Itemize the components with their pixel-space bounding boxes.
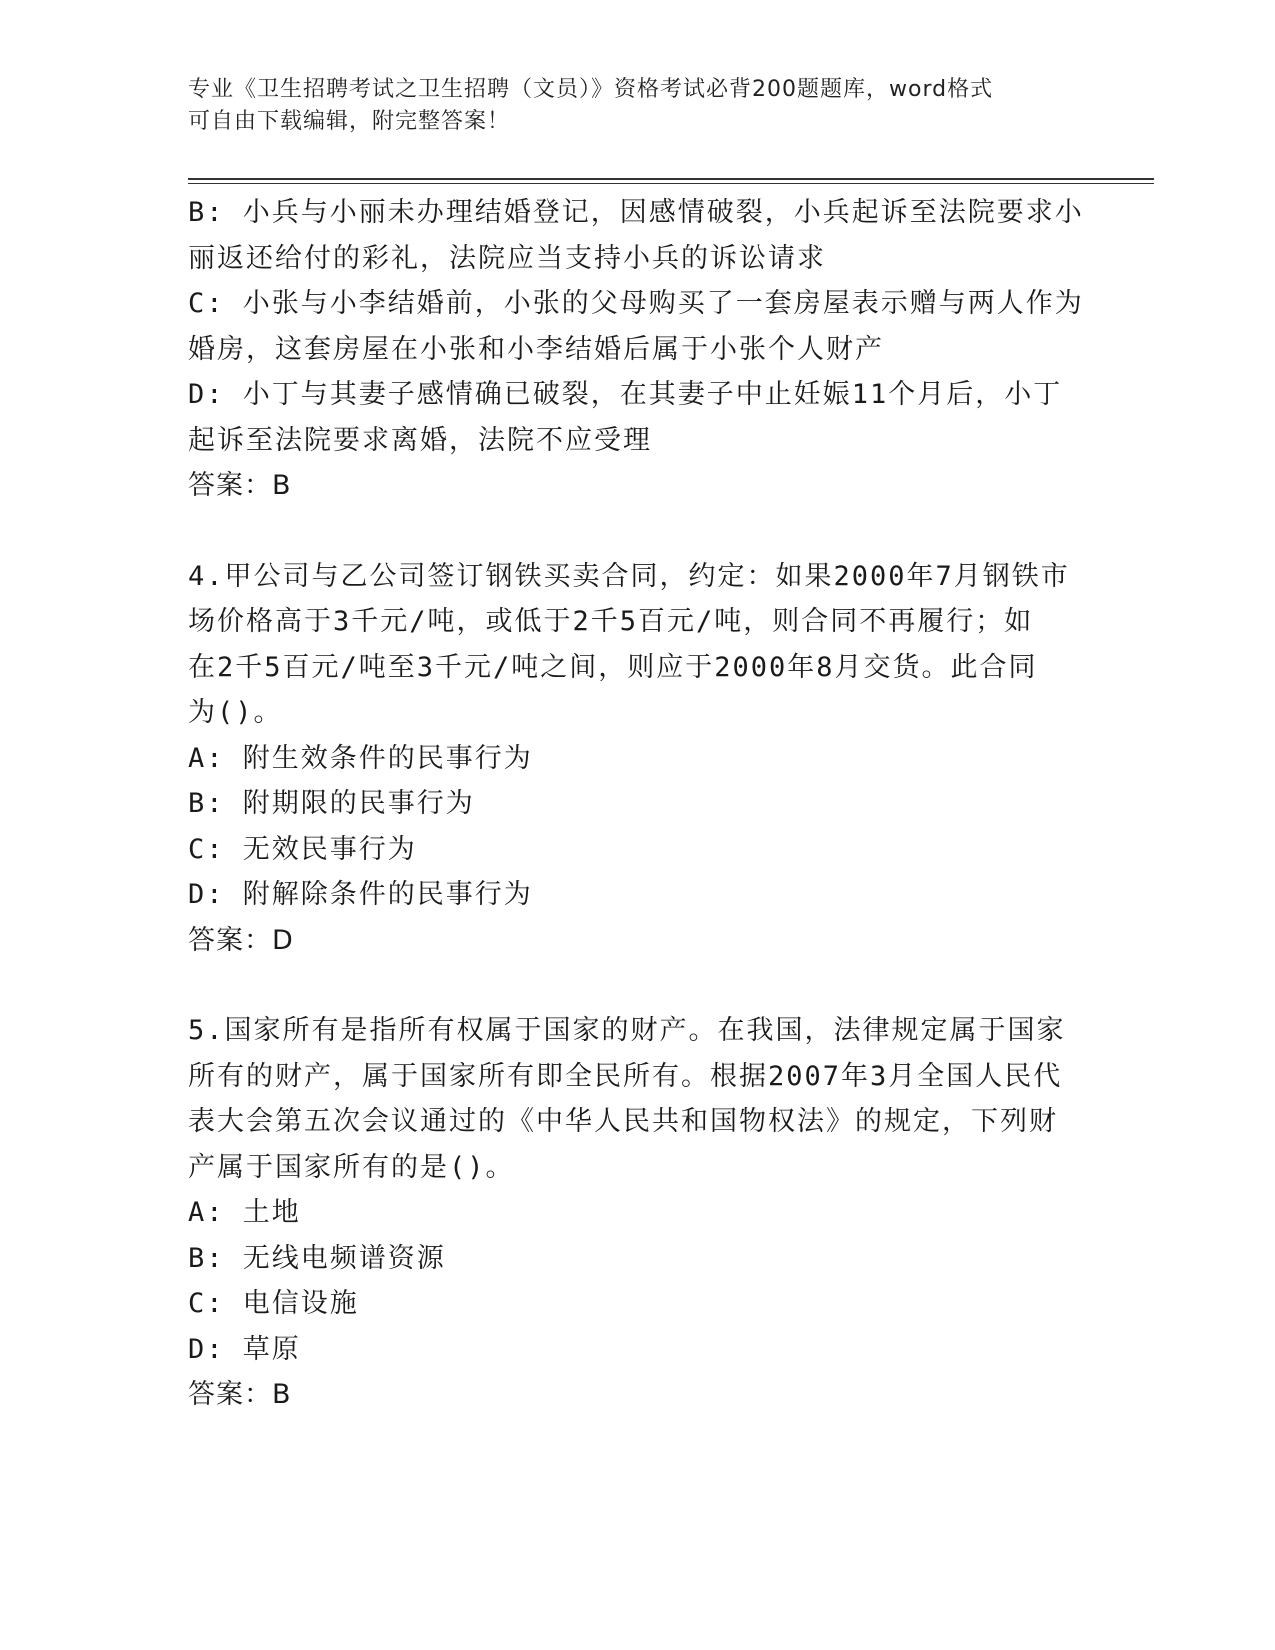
question-stem-line-1: 4.甲公司与乙公司签订钢铁买卖合同，约定：如果2000年7月钢铁市 [188, 560, 1070, 592]
option-c: C: 无效民事行为 [188, 833, 417, 865]
option-b-line-2: 丽返还给付的彩礼，法院应当支持小兵的诉讼请求 [188, 242, 826, 274]
question-content [188, 190, 1088, 1418]
question-stem-line-2: 场价格高于3千元/吨，或低于2千5百元/吨，则合同不再履行；如 [188, 606, 1034, 637]
question-stem-line-2: 所有的财产，属于国家所有即全民所有。根据2007年3月全国人民代 [188, 1060, 1063, 1092]
spacer [188, 963, 1088, 1008]
question-3-tail [188, 190, 1088, 509]
question-stem-line-4: 为()。 [188, 697, 283, 728]
question-stem-line-4: 产属于国家所有的是()。 [188, 1151, 515, 1183]
header-title-line-2: 可自由下载编辑，附完整答案！ [188, 109, 511, 134]
question-stem-line-3: 在2千5百元/吨至3千元/吨之间，则应于2000年8月交货。此合同 [188, 651, 1038, 683]
spacer [188, 509, 1088, 554]
option-c: C: 电信设施 [188, 1288, 359, 1319]
header-divider-thick [188, 178, 1154, 180]
answer-label: 答案：B [188, 1379, 292, 1410]
option-b: B: 附期限的民事行为 [188, 788, 475, 819]
option-a: A: 土地 [188, 1197, 301, 1228]
option-d: D: 草原 [188, 1333, 301, 1365]
option-b-line-1: B: 小兵与小丽未办理结婚登记，因感情破裂，小兵起诉至法院要求小 [188, 197, 1084, 228]
option-d-line-1: D: 小丁与其妻子感情确已破裂，在其妻子中止妊娠11个月后，小丁 [188, 379, 1063, 410]
option-c-line-1: C: 小张与小李结婚前，小张的父母购买了一套房屋表示赠与两人作为 [188, 288, 1084, 319]
answer-label: 答案：D [188, 924, 294, 956]
document-header [188, 74, 1068, 138]
question-4 [188, 554, 1088, 964]
option-d-line-2: 起诉至法院要求离婚，法院不应受理 [188, 424, 652, 456]
question-5 [188, 1008, 1088, 1418]
question-stem-line-1: 5.国家所有是指所有权属于国家的财产。在我国，法律规定属于国家 [188, 1015, 1066, 1046]
answer-label: 答案：B [188, 470, 292, 501]
option-c-line-2: 婚房，这套房屋在小张和小李结婚后属于小张个人财产 [188, 333, 884, 365]
header-title-line-1: 专业《卫生招聘考试之卫生招聘（文员）》资格考试必背200题题库，word格式 [188, 77, 994, 102]
option-a: A: 附生效条件的民事行为 [188, 742, 533, 774]
header-divider-thin [188, 183, 1154, 184]
option-b: B: 无线电频谱资源 [188, 1242, 446, 1274]
question-stem-line-3: 表大会第五次会议通过的《中华人民共和国物权法》的规定，下列财 [188, 1106, 1058, 1137]
option-d: D: 附解除条件的民事行为 [188, 879, 533, 910]
